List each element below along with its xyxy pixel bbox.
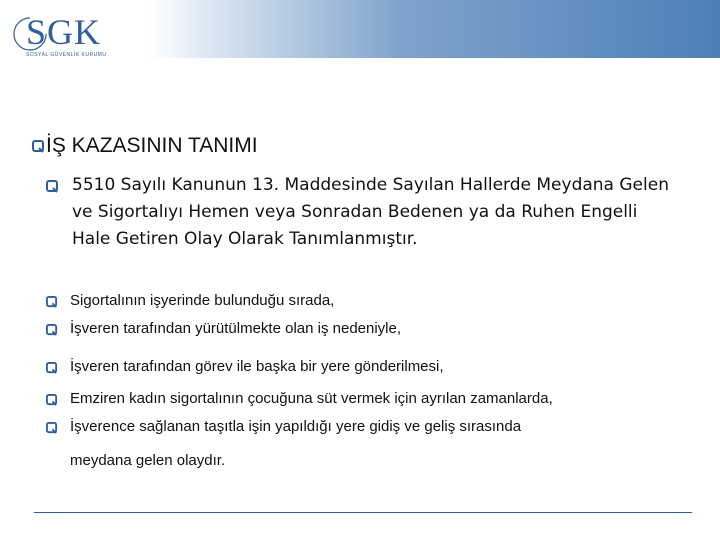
bullet-q-icon [46,324,57,335]
logo-subtitle: SOSYAL GÜVENLİK KURUMU [26,52,107,58]
list-item: Sigortalının işyerinde bulunduğu sırada, [70,292,335,309]
bullet-q-icon [46,394,57,405]
bullet-q-icon [46,362,57,373]
list-item: Emziren kadın sigortalının çocuğuna süt vermek için ayrılan zamanlarda, [70,390,553,407]
main-definition: 5510 Sayılı Kanunun 13. Maddesinde Sayılan Hallerde Meydana Gelen ve Sigortalıyı Hemen veya Sonradan Bedenen ya da Ruhen Engelli Hale Getiren Olay Olarak Tanımlanmıştır. [72,175,669,249]
list-continuation: meydana gelen olaydır. [70,452,226,469]
list-item: İşveren tarafından yürütülmekte olan iş nedeniyle, [70,320,402,337]
list-item: İşverence sağlanan taşıtla işin yapıldığı yere gidiş ve geliş sırasında [70,418,522,435]
footer-divider [34,512,692,513]
bullet-q-icon [32,140,43,151]
sgk-logo [6,8,116,58]
list-item: İşveren tarafından görev ile başka bir yere gönderilmesi, [70,358,444,375]
page-title: İŞ KAZASININ TANIMI [46,134,258,157]
logo-text: SGK [26,12,102,52]
bullet-q-icon [46,422,57,433]
bullet-q-icon [46,296,57,307]
bullet-q-icon [46,180,57,191]
